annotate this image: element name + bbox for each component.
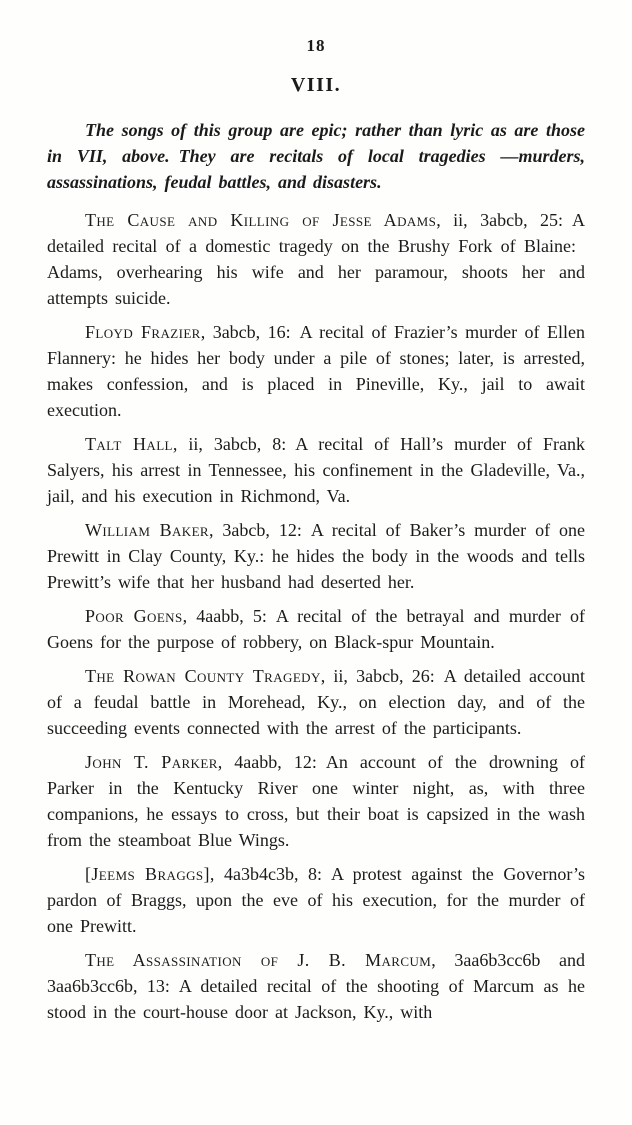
- ballad-title: William Baker: [85, 520, 209, 540]
- ballad-description: , 4aabb, 5: A recital of the betrayal and murder of Goens for the purpose of robbery, on Black-spur Mountain.: [47, 606, 585, 652]
- ballad-entry: [47, 749, 585, 853]
- ballad-entry: [47, 319, 585, 423]
- ballad-description: , ii, 3abcb, 8: A recital of Hall’s murder of Frank Salyers, his arrest in Tennessee, his confinement in the Gladeville, Va., jail, and his execution in Richmond, Va.: [47, 434, 585, 506]
- section-heading: VIII.: [290, 74, 342, 96]
- ballad-title: Floyd Frazier: [85, 322, 201, 342]
- ballad-description: , 3abcb, 16: A recital of Frazier’s murder of Ellen Flannery: he hides her body under a pile of stones; later, is arrested, makes confession, and is placed in Pineville, Ky., jail to await execution.: [47, 322, 585, 420]
- ballad-title: The Assassination of J. B. Marcum: [85, 950, 432, 970]
- ballad-entry: [47, 603, 585, 655]
- ballad-entry: [47, 431, 585, 509]
- ballad-description: , 4a3b4c3b, 8: A protest against the Governor’s pardon of Braggs, upon the eve of his execution, for the murder of one Prewitt.: [47, 864, 585, 936]
- ballad-title: [Jeems Braggs]: [85, 864, 210, 884]
- ballad-description: , 3aa6b3cc6b and 3aa6b3cc6b, 13: A detailed recital of the shooting of Marcum as he stood in the court-house door at Jackson, Ky., with: [47, 950, 585, 1022]
- intro-paragraph: The songs of this group are epic; rather than lyric as are those in VII, above. They are recitals of local tragedies —murders, assassinations, feudal battles, and disasters.: [47, 120, 585, 192]
- ballad-description: , 3abcb, 12: A recital of Baker’s murder of one Prewitt in Clay County, Ky.: he hides the body in the woods and tells Prewitt’s wife that her husband had deserted her.: [47, 520, 585, 592]
- ballad-entry: [47, 207, 585, 311]
- ballad-entry: [47, 947, 585, 1025]
- ballad-title: Poor Goens: [85, 606, 183, 626]
- ballad-title: John T. Parker: [85, 752, 218, 772]
- ballad-title: The Rowan County Tragedy: [85, 666, 321, 686]
- entries: [47, 207, 585, 1025]
- ballad-entry: [47, 517, 585, 595]
- ballad-description: , ii, 3abcb, 26: A detailed account of a feudal battle in Morehead, Ky., on election day, and of the succeeding events connected with the arrest of the participants.: [47, 666, 585, 738]
- ballad-title: Talt Hall: [85, 434, 173, 454]
- ballad-entry: [47, 663, 585, 741]
- ballad-description: , 4aabb, 12: An account of the drowning of Parker in the Kentucky River one winter night, as, with three companions, he essays to cross, but their boat is capsized in the wash from the steamboat Blue Wings.: [47, 752, 585, 850]
- ballad-title: The Cause and Killing of Jesse Adams: [85, 210, 437, 230]
- ballad-entry: [47, 861, 585, 939]
- page-number: 18: [306, 36, 326, 55]
- ballad-description: , ii, 3abcb, 25: A detailed recital of a domestic tragedy on the Brushy Fork of Blaine: Adams, overhearing his wife and her paramour, shoots her and attempts suicide.: [47, 210, 586, 308]
